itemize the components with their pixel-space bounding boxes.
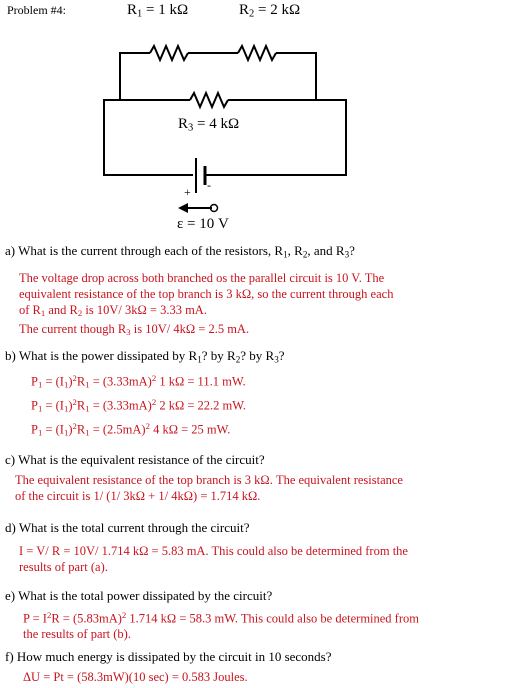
part-d-answer-line2: results of part (a). (19, 560, 108, 574)
part-a-answer-line2: equivalent resistance of the top branch is 3 kΩ, so the current through each (19, 287, 394, 301)
r1-resistor (150, 46, 188, 60)
circuit-diagram (0, 0, 505, 250)
r2-label: $R_2 = 2$ kΩ (239, 2, 301, 20)
outer-left-wire (104, 100, 193, 175)
part-c-answer-line1: The equivalent resistance of the top branch is 3 kΩ. The equivalent resistance (15, 473, 403, 487)
outer-right-wire (205, 100, 346, 175)
part-c-question: c) What is the equivalent resistance of the circuit? (5, 452, 265, 467)
part-b-answer-p3: $P_1 = (I_1)^2R_1 = (2.5mA)^2$ 4 kΩ = 25 mW. (31, 421, 231, 438)
part-d-question: d) What is the total current through the circuit? (5, 520, 250, 535)
part-a-answer-line1: The voltage drop across both branched os the parallel circuit is 10 V. The (19, 271, 385, 285)
emf-label: ε = 10 V (177, 216, 229, 232)
part-a-answer-line4: The current though $R_3$ is 10V/ 4kΩ = 2.5 mA. (19, 322, 250, 338)
part-e-question: e) What is the total power dissipated by the circuit? (5, 588, 273, 603)
part-c-answer-line2: of the circuit is 1/ (1/ 3kΩ + 1/ 4kΩ) = 1.714 kΩ. (15, 489, 261, 503)
problem-label: Problem #4: (7, 3, 66, 17)
r3-resistor (190, 93, 228, 107)
top-branch-wire (120, 53, 150, 100)
r3-label: $R_3 = 4$ kΩ (178, 116, 240, 134)
part-e-answer-line2: the results of part (b). (23, 627, 131, 641)
part-f-answer: ΔU = Pt = (58.3mW)(10 sec) = 0.583 Joules. (23, 670, 248, 684)
battery-minus-sign: - (207, 178, 211, 192)
top-right-wire (276, 53, 316, 100)
part-e-answer-line1: $P = I^2R = (5.83mA)^2$ 1.714 kΩ = 58.3 mW. This could also be determined from (23, 610, 419, 626)
emf-arrowhead (178, 203, 188, 213)
part-f-question: f) How much energy is dissipated by the circuit in 10 seconds? (5, 649, 332, 664)
part-b-answer-p1: $P_1 = (I_1)^2R_1 = (3.33mA)^2$ 1 kΩ = 11.1 mW. (31, 373, 246, 390)
r2-resistor (238, 46, 276, 60)
part-b-question: b) What is the power dissipated by $R_1$? by $R_2$? by $R_3$? (5, 348, 285, 365)
part-d-answer-line1: I = V/ R = 10V/ 1.714 kΩ = 5.83 mA. This could also be determined from the (19, 544, 408, 558)
battery-plus-sign: + (184, 185, 191, 199)
r1-label: $R_1 = 1$ kΩ (127, 2, 189, 20)
part-b-answer-p2: $P_1 = (I_1)^2R_1 = (3.33mA)^2$ 2 kΩ = 22.2 mW. (31, 397, 247, 414)
part-a-answer-line3: of $R_1$ and $R_2$ is 10V/ 3kΩ = 3.33 mA. (19, 303, 207, 319)
part-a-question: a) What is the current through each of the resistors, $R_1$, $R_2$, and $R_3$? (5, 243, 355, 260)
